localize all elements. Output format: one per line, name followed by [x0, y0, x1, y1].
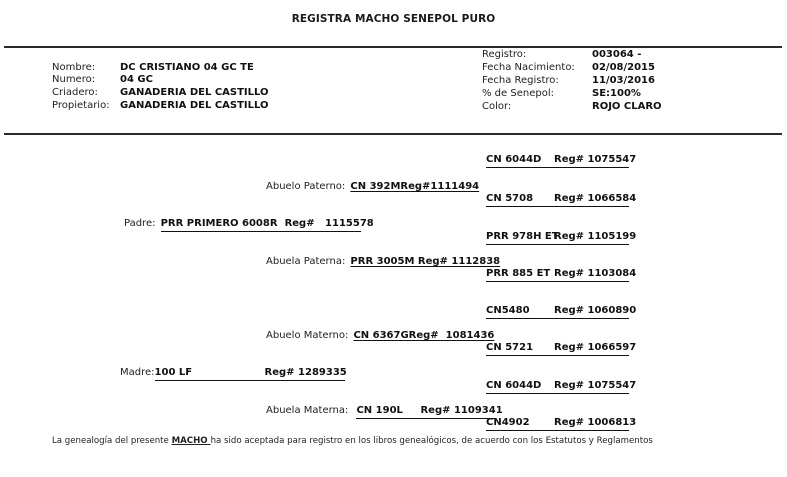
ancestor-name: PRR 885 ET [486, 268, 551, 279]
registro-value: 003064 - [592, 49, 642, 60]
criadero-label: Criadero: [52, 87, 98, 98]
abuelo-materno-value: CN 6367GReg# 1081436 [353, 330, 495, 341]
abuela-paterna-label: Abuela Paterna: [266, 256, 346, 267]
padre-value [160, 218, 374, 232]
registro-label: Registro: [482, 49, 527, 60]
padre-label: Padre: [124, 218, 156, 229]
abuela-materna-value [356, 405, 503, 419]
document-title: REGISTRA MACHO SENEPOL PURO [291, 13, 496, 25]
ancestor-reg: Reg# 1066597 [554, 342, 637, 353]
abuelo-paterno-value: CN 392MReg#1111494 [350, 181, 480, 192]
madre [120, 360, 345, 381]
paternal-grandsire-dam [486, 193, 637, 207]
abuela-materna-label: Abuela Materna: [266, 405, 349, 416]
ancestor-name: CN 6044D [486, 154, 542, 165]
footer-note-after: ha sido aceptada para registro en los libros genealógicos, de acuerdo con los Estatutos y Reglamentos [210, 436, 653, 446]
footer-note [52, 436, 653, 446]
ancestor-name: CN5480 [486, 305, 530, 316]
abuelo-materno-label: Abuelo Materno: [266, 330, 349, 341]
maternal-grandsire-sire [486, 305, 637, 319]
numero-label: Numero: [52, 74, 96, 85]
ancestor-name: CN 6044D [486, 380, 542, 391]
criadero-value: GANADERIA DEL CASTILLO [120, 87, 269, 98]
maternal-granddam-sire [486, 380, 637, 394]
nombre-value: DC CRISTIANO 04 GC TE [120, 62, 254, 73]
fecha-nacimiento-value: 02/08/2015 [592, 62, 655, 73]
abuela-materna [266, 398, 503, 419]
ancestor-reg: Reg# 1066584 [554, 193, 637, 204]
padre [124, 211, 374, 232]
footer-note-highlight: MACHO [171, 436, 211, 446]
propietario-label: Propietario: [52, 100, 110, 111]
abuelo-paterno [266, 174, 479, 193]
ancestor-reg: Reg# 1103084 [554, 268, 637, 279]
madre-name: 100 LF [154, 367, 193, 378]
fecha-nacimiento-label: Fecha Nacimiento: [482, 62, 575, 73]
ancestor-reg: Reg# 1060890 [554, 305, 637, 316]
ancestor-name: CN4902 [486, 417, 530, 428]
abuela-materna-reg: Reg# 1109341 [420, 405, 503, 416]
paternal-granddam-sire [486, 231, 637, 245]
abuelo-paterno-label: Abuelo Paterno: [266, 181, 346, 192]
maternal-granddam-dam [486, 417, 637, 431]
abuela-materna-name: CN 190L [356, 405, 403, 416]
paternal-grandsire-sire [486, 154, 637, 168]
ancestor-reg: Reg# 1075547 [554, 154, 637, 165]
abuela-paterna-value: PRR 3005M Reg# 1112838 [350, 256, 501, 267]
footer-note-before: La genealogía del presente [52, 436, 172, 446]
top-divider [4, 46, 782, 48]
madre-label: Madre: [120, 367, 155, 378]
padre-reg: Reg# 1115578 [284, 218, 374, 229]
color-value: ROJO CLARO [592, 101, 662, 112]
fecha-registro-value: 11/03/2016 [592, 75, 655, 86]
ancestor-reg: Reg# 1105199 [554, 231, 637, 242]
madre-reg: Reg# 1289335 [264, 367, 347, 378]
ancestor-reg: Reg# 1006813 [554, 417, 637, 428]
fecha-registro-label: Fecha Registro: [482, 75, 559, 86]
abuelo-materno [266, 323, 494, 342]
nombre-label: Nombre: [52, 62, 96, 73]
ancestor-reg: Reg# 1075547 [554, 380, 637, 391]
senepol-percent-value: SE:100% [592, 88, 641, 99]
bottom-divider [4, 133, 782, 135]
ancestor-name: CN 5721 [486, 342, 534, 353]
padre-name: PRR PRIMERO 6008R [160, 218, 278, 229]
madre-value [155, 367, 345, 381]
paternal-granddam-dam [486, 268, 637, 282]
propietario-value: GANADERIA DEL CASTILLO [120, 100, 269, 111]
numero-value: 04 GC [120, 74, 153, 85]
senepol-percent-label: % de Senepol: [482, 88, 554, 99]
color-label: Color: [482, 101, 512, 112]
ancestor-name: PRR 978H ET [486, 231, 559, 242]
maternal-grandsire-dam [486, 342, 637, 356]
abuela-paterna [266, 249, 500, 268]
ancestor-name: CN 5708 [486, 193, 534, 204]
